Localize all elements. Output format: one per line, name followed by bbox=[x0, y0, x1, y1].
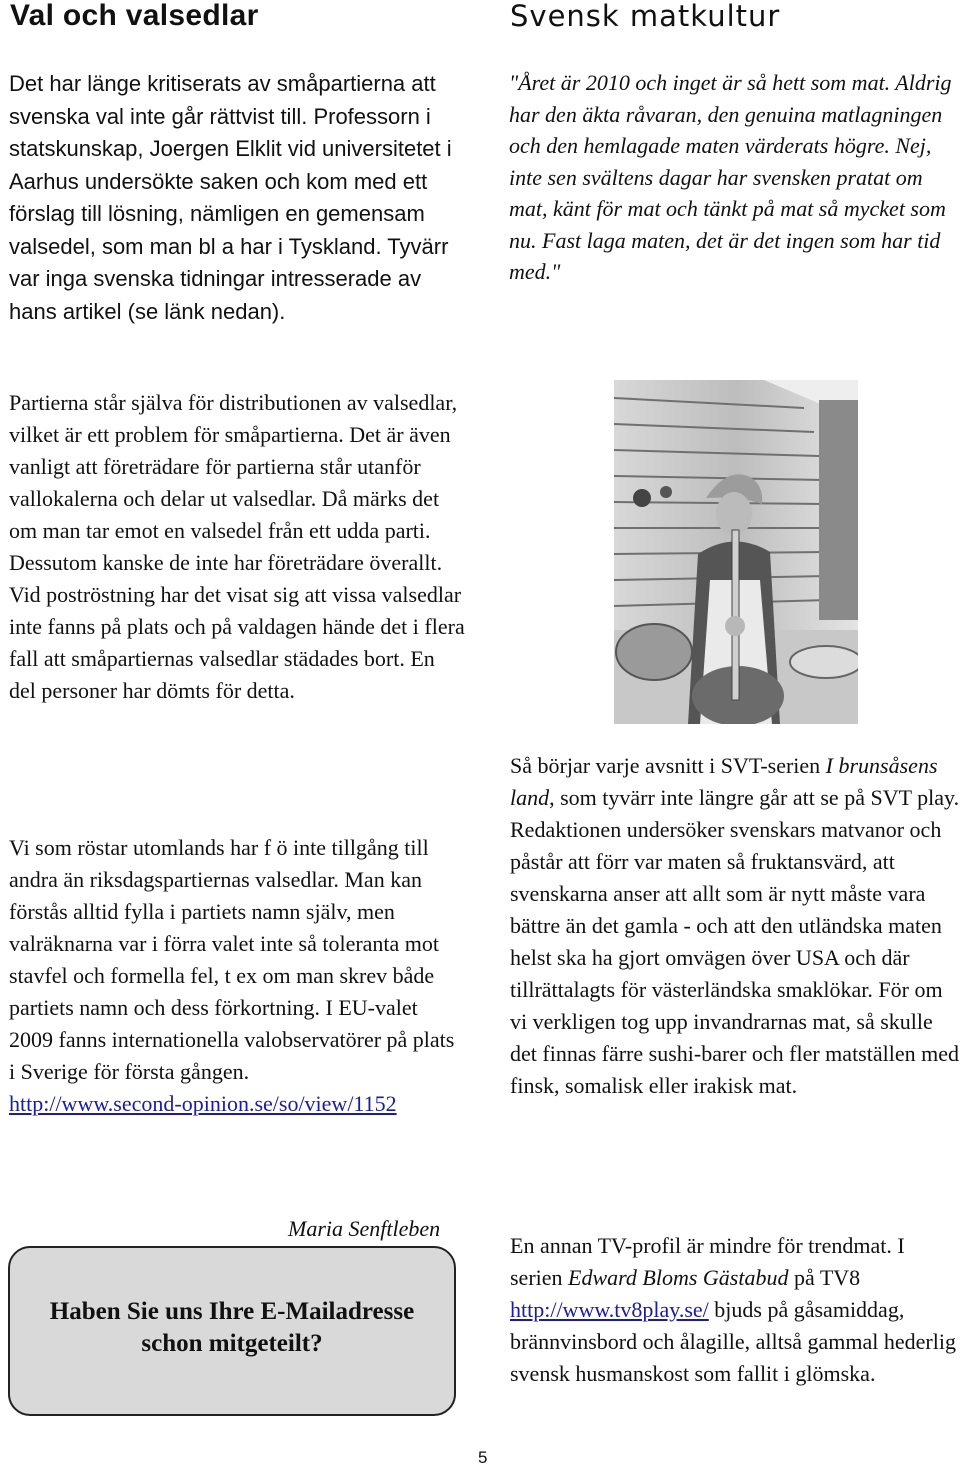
show-title: Edward Bloms Gästabud bbox=[568, 1265, 789, 1290]
email-callout-box bbox=[8, 1246, 456, 1416]
distribution-sentence-3: Då märks det om man tar emot en valsedel från ett udda parti. bbox=[9, 486, 440, 543]
intro-text-continued: Tyvärr var inga svenska tidningar intresserade av hans artikel (se länk nedan). bbox=[9, 233, 449, 324]
paragraph-voting-abroad bbox=[9, 832, 465, 1120]
distribution-sentence-6: En del personer har dömts för detta. bbox=[9, 646, 435, 703]
svt-quote bbox=[509, 67, 955, 288]
article-title-val-och-valsedlar: Val och valsedlar bbox=[10, 0, 259, 32]
paragraph-valsedlar-intro bbox=[9, 68, 461, 328]
paragraph-edward-blom bbox=[510, 1230, 960, 1390]
distribution-sentence-1: Partierna står själva för distributionen av valsedlar, vilket är ett problem för småpartierna. bbox=[9, 390, 458, 447]
intro-text: Det har länge kritiserats av småpartierna att svenska val inte går rättvist till. Professorn i statskunskap, Joergen Elklit vid universitetet i Aarhus undersökte saken och kom med ett förslag till lösning, nämligen en gemensam valsedel, som man bl a har i Tyskland. bbox=[9, 71, 452, 259]
series-conclusion: För om vi verkligen tog upp invandrarnas mat, så skulle det finnas färre sushi-barer och fler matställen med finsk, somalisk eller irakisk mat. bbox=[510, 977, 959, 1098]
abroad-sentence-2: Man kan förstås alltid fylla i partiets namn själv, men valräknarna var i förra valet inte så toleranta mot stavfel och formella fel, t ex om man skrev både partiets namn och dess förkortning. bbox=[9, 867, 440, 1020]
distribution-sentence-4: Dessutom kanske de inte har företrädare överallt. bbox=[9, 550, 443, 575]
abroad-sentence-3: I EU-valet 2009 fanns internationella valobservatörer på plats i Sverige för första gången. bbox=[9, 995, 455, 1084]
tv8play-link[interactable]: http://www.tv8play.se/ bbox=[510, 1297, 709, 1322]
quote-part-1: "Året är 2010 och inget är så hett som mat. Aldrig har den äkta råvaran, den genuina matlagningen och den hemlagade maten värderats högre. bbox=[509, 70, 952, 158]
series-description: Redaktionen undersöker svenskars matvanor och påstår att förr var maten så fruktansvärd, att svenskarna anser att allt som är nytt måste vara bättre än det gamla - och att den utländska maten helst ska ha gjort omvägen över USA och där tillrättalagts för västerländska smaklökar. bbox=[510, 817, 942, 1002]
paragraph-brunsasens-land bbox=[510, 750, 960, 1102]
page-number: 5 bbox=[478, 1448, 488, 1467]
blom-description: bjuds på gåsamiddag, brännvinsbord och ålagille, alltså gammal hederlig svensk husmanskost som fallit i glömska. bbox=[510, 1297, 956, 1386]
author-signature: Maria Senftleben bbox=[288, 1216, 441, 1241]
distribution-sentence-5: Vid poströstning har det visat sig att vissa valsedlar inte fanns på plats och på valdagen hände det i flera fall att småpartiernas valsedlar städades bort. bbox=[9, 582, 465, 671]
paragraph-distribution bbox=[9, 387, 465, 707]
photo-woman-churning-butter bbox=[614, 380, 858, 724]
article-title-svensk-matkultur: Svensk matkultur bbox=[510, 0, 781, 33]
series-intro: Så börjar varje avsnitt i SVT-serien bbox=[510, 753, 826, 778]
quote-part-2: Nej, inte sen svältens dagar har svensken pratat om mat, känt för mat och tänkt på mat så mycket som nu. bbox=[509, 133, 946, 253]
blom-channel: på TV8 bbox=[788, 1265, 861, 1290]
email-callout-text: Haben Sie uns Ihre E-Mailadresse schon mitgeteilt? bbox=[49, 1298, 415, 1357]
series-title: I brunsåsens land bbox=[510, 753, 938, 810]
quote-part-3: Fast laga maten, det är det ingen som har tid med." bbox=[509, 227, 941, 284]
blom-intro: En annan TV-profil är mindre för trendmat. I serien bbox=[510, 1233, 905, 1290]
series-availability: , som tyvärr inte längre går att se på SVT play. bbox=[549, 785, 960, 810]
abroad-sentence-1: Vi som röstar utomlands har f ö inte tillgång till andra än riksdagspartiernas valsedlar. bbox=[9, 835, 429, 892]
second-opinion-link[interactable]: http://www.second-opinion.se/so/view/1152 bbox=[9, 1091, 397, 1116]
distribution-sentence-2: Det är även vanligt att företrädare för partierna står utanför vallokalerna och delar ut valsedlar. bbox=[9, 422, 451, 511]
